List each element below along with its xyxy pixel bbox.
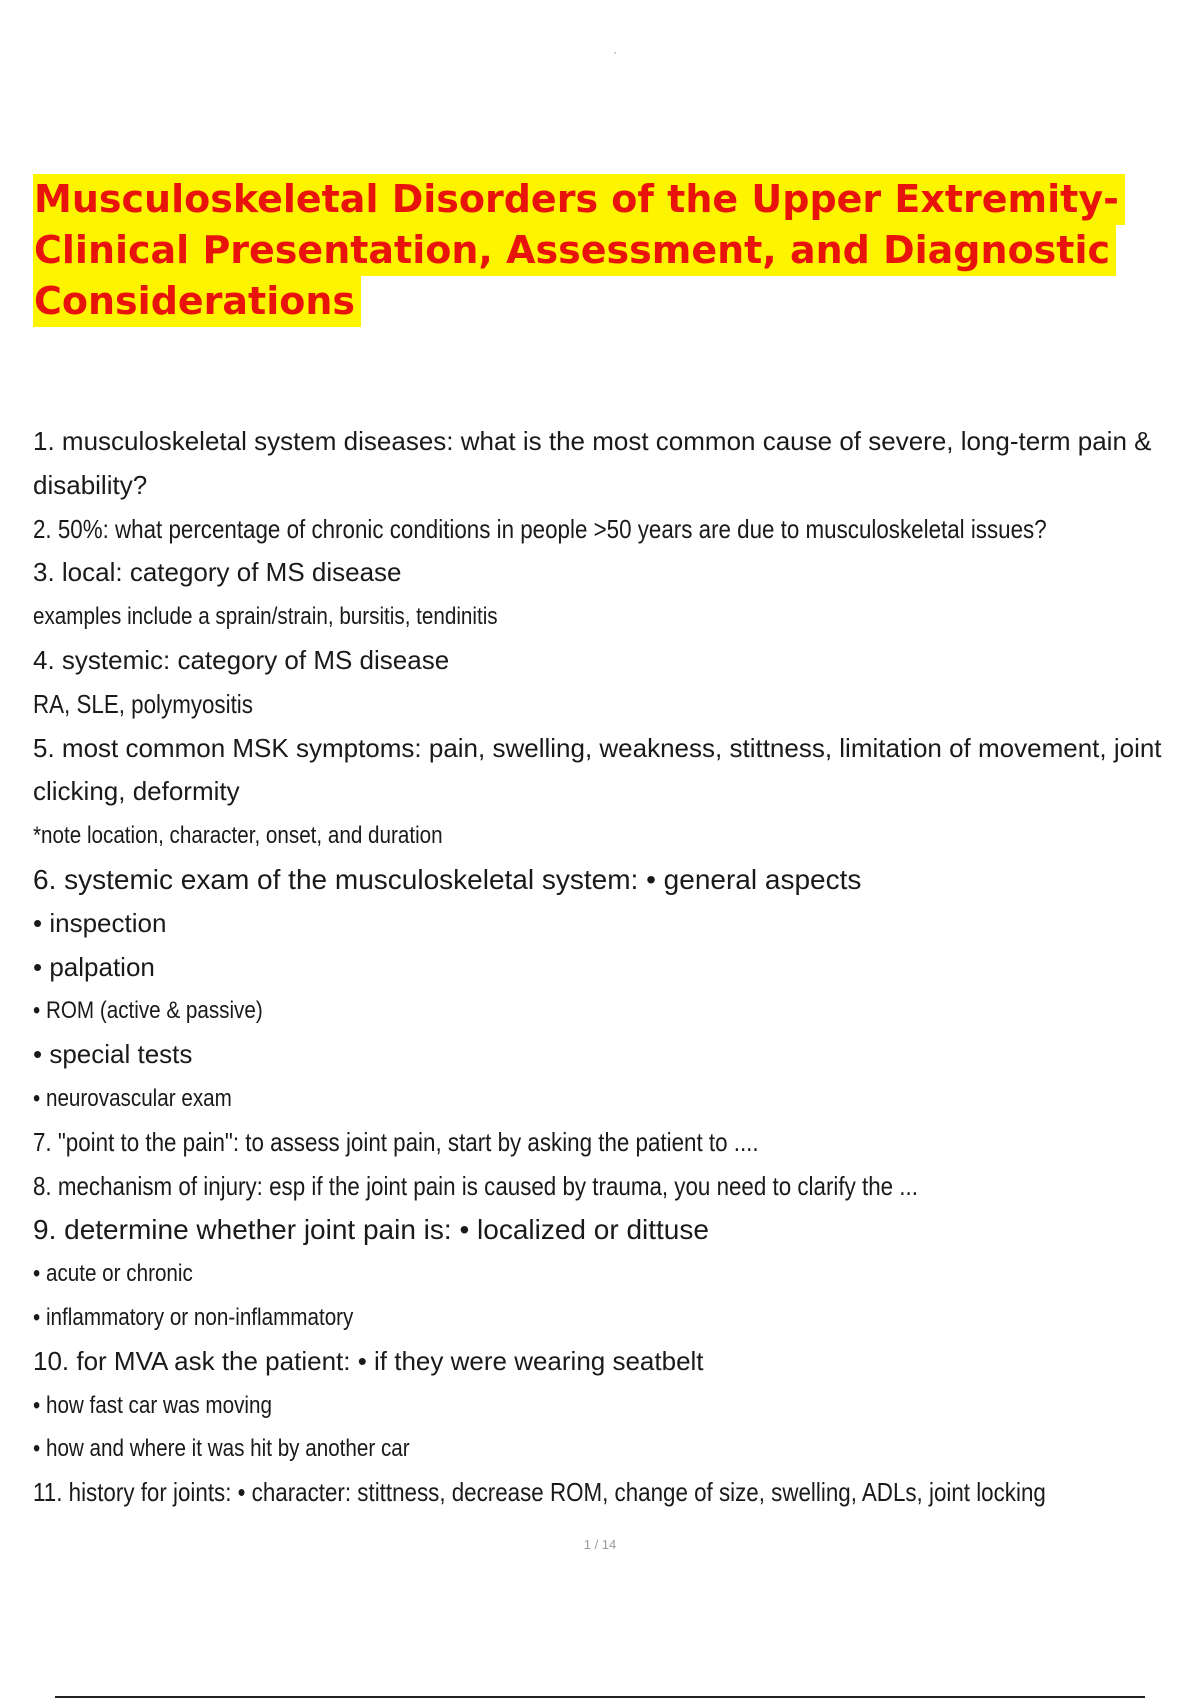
question-6: 6. systemic exam of the musculoskeletal system: • general aspects	[33, 863, 862, 895]
question-4-detail	[33, 683, 1173, 727]
list-item-text: • neurovascular exam	[33, 1084, 232, 1112]
question-5: 5. most common MSK symptoms: pain, swelling, weakness, stittness, limitation of movement, joint clicking, deformity	[33, 732, 1162, 807]
question-4: 4. systemic: category of MS disease	[33, 644, 450, 675]
list-item	[33, 1427, 1173, 1471]
question-9: 9. determine whether joint pain is: • localized or dittuse	[33, 1214, 709, 1246]
question-10: 10. for MVA ask the patient: • if they were wearing seatbelt	[33, 1345, 704, 1376]
question-3-detail	[33, 595, 1173, 639]
question-1: 1. musculoskeletal system diseases: what is the most common cause of severe, long-term pain & disability?	[33, 426, 1152, 500]
list-item-text: • how and where it was hit by another car	[33, 1435, 410, 1463]
question-8	[33, 1165, 1173, 1209]
list-item-text: • how fast car was moving	[33, 1391, 272, 1419]
list-item	[33, 1252, 1173, 1296]
title-line-3: Considerations	[33, 276, 361, 327]
title-line-1: Musculoskeletal Disorders of the Upper Extremity-	[33, 174, 1125, 225]
question-2-text: 2. 50%: what percentage of chronic conditions in people >50 years are due to musculoskeletal issues?	[33, 513, 1047, 544]
question-5-note-text: *note location, character, onset, and duration	[33, 822, 443, 850]
question-7	[33, 1121, 1173, 1165]
list-item	[33, 1384, 1173, 1428]
question-3: 3. local: category of MS disease	[33, 557, 402, 588]
document-body	[33, 420, 1173, 1515]
question-11-text: 11. history for joints: • character: stittness, decrease ROM, change of size, swelling, ADLs, joint locking	[33, 1477, 1046, 1508]
list-item	[33, 1077, 1173, 1121]
list-item-text: • inflammatory or non-inflammatory	[33, 1303, 354, 1331]
page-bottom-rule	[55, 1696, 1145, 1698]
question-11	[33, 1471, 1173, 1515]
page-indicator: 1 / 14	[583, 1537, 617, 1552]
question-2	[33, 508, 1173, 552]
question-4-detail-text: RA, SLE, polymyositis	[33, 688, 253, 719]
list-item-text: • ROM (active & passive)	[33, 997, 263, 1025]
question-3-detail-text: examples include a sprain/strain, bursitis, tendinitis	[33, 603, 498, 631]
question-8-text: 8. mechanism of injury: esp if the joint pain is caused by trauma, you need to clarify the ...	[33, 1170, 918, 1201]
list-item: • inspection	[33, 907, 167, 938]
title-line-2: Clinical Presentation, Assessment, and Diagnostic	[33, 225, 1116, 276]
list-item-text: • acute or chronic	[33, 1260, 193, 1288]
list-item: • palpation	[33, 951, 155, 982]
question-7-text: 7. "point to the pain": to assess joint pain, start by asking the patient to ....	[33, 1126, 759, 1157]
document-title	[33, 174, 1173, 327]
page-artifact-dot	[614, 52, 616, 54]
question-5-note	[33, 814, 1173, 858]
list-item	[33, 989, 1173, 1033]
list-item	[33, 1296, 1173, 1340]
list-item: • special tests	[33, 1039, 193, 1070]
